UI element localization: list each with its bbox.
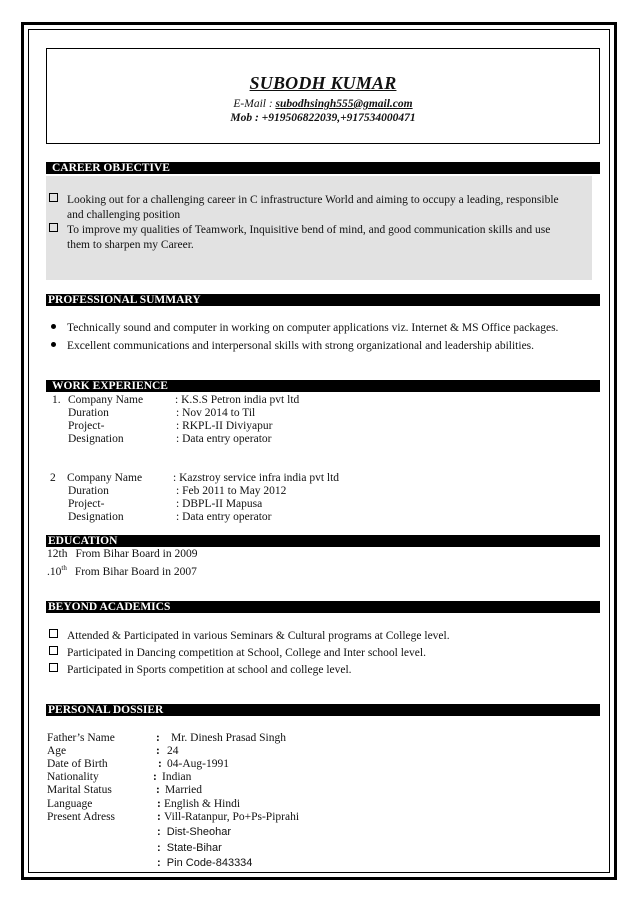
dossier-colon: :	[156, 784, 160, 796]
job-2-value-project: : DBPL-II Mapusa	[176, 498, 263, 510]
bullet-icon	[51, 321, 56, 336]
education-item-2	[47, 561, 197, 580]
job-1-number: 1.	[52, 394, 61, 406]
dossier-value-age: 24	[167, 745, 179, 757]
dossier-colon: :	[157, 798, 161, 810]
dossier-value-nationality: Indian	[162, 771, 192, 783]
job-1-label-company: Company Name	[68, 394, 144, 406]
section-heading-professional-summary	[46, 294, 600, 306]
education-level-suffix: th	[61, 564, 67, 572]
dossier-value-language: English & Hindi	[164, 798, 241, 810]
checkbox-icon	[49, 193, 58, 208]
beyond-academics-title: BEYOND ACADEMICS	[48, 601, 171, 613]
section-heading-personal-dossier	[46, 704, 600, 716]
dossier-value-marital: Married	[165, 784, 203, 796]
candidate-name: SUBODH KUMAR	[249, 73, 397, 93]
mobile-line: Mob : +919506822039,+917534000471	[230, 112, 416, 124]
education-level: .10	[47, 565, 62, 578]
dossier-value-address: Vill-Ratanpur, Po+Ps-Piprahi	[164, 811, 300, 823]
job-2-value-designation: : Data entry operator	[176, 511, 272, 523]
professional-summary-title: PROFESSIONAL SUMMARY	[48, 294, 201, 306]
summary-item-2: Excellent communications and interpersonal skills with strong organizational and leadership abilities.	[67, 340, 535, 352]
summary-item-1: Technically sound and computer in working on computer applications viz. Internet & MS Office packages.	[67, 322, 559, 334]
academics-item-2: Participated in Dancing competition at School, College and Inter school level.	[67, 647, 426, 659]
job-2-number: 2	[50, 472, 56, 484]
academics-item-3: Participated in Sports competition at school and college level.	[67, 664, 352, 676]
dossier-colon: :	[158, 758, 162, 770]
page-border-inner	[28, 29, 610, 873]
section-heading-education	[46, 535, 600, 547]
job-1-value-designation: : Data entry operator	[176, 433, 272, 445]
dossier-label-age: Age	[47, 745, 67, 757]
dossier-colon: :	[157, 857, 161, 869]
email-line	[47, 98, 599, 110]
email-label: E-Mail :	[233, 98, 273, 110]
dossier-value-dob: 04-Aug-1991	[167, 758, 229, 770]
header-box	[46, 48, 600, 144]
bullet-icon	[51, 339, 56, 354]
dossier-colon: :	[156, 732, 160, 744]
education-title: EDUCATION	[48, 535, 118, 547]
address-line-district	[157, 825, 231, 840]
work-experience-title: WORK EXPERIENCE	[52, 380, 168, 392]
personal-dossier-title: PERSONAL DOSSIER	[48, 704, 164, 716]
address-district: Dist-Sheohar	[166, 826, 231, 838]
address-state: State-Bihar	[166, 842, 222, 854]
job-2-label-company: Company Name	[67, 472, 143, 484]
objective-item-1-line1: Looking out for a challenging career in C infrastructure World and aiming to occupy a leading, responsible	[67, 194, 559, 206]
checkbox-icon	[49, 223, 58, 238]
dossier-label-language: Language	[47, 798, 93, 810]
dossier-colon: :	[157, 811, 161, 823]
job-1-label-designation: Designation	[68, 433, 124, 445]
section-heading-work-experience	[46, 380, 600, 392]
objective-item-2-line1: To improve my qualities of Teamwork, Inquisitive bend of mind, and good communication skills and use	[67, 224, 551, 236]
education-detail: From Bihar Board in 2007	[74, 565, 197, 578]
job-1-label-duration: Duration	[68, 407, 109, 419]
dossier-label-marital: Marital Status	[47, 784, 112, 796]
section-heading-career-objective	[46, 162, 600, 174]
dossier-label-father: Father’s Name	[47, 732, 115, 744]
dossier-colon: :	[157, 842, 161, 854]
job-2-label-project: Project-	[68, 498, 105, 510]
address-line-state	[157, 841, 222, 856]
career-objective-title: CAREER OBJECTIVE	[52, 162, 170, 174]
dossier-colon: :	[156, 745, 160, 757]
job-1-label-project: Project-	[68, 420, 105, 432]
job-2-value-duration: : Feb 2011 to May 2012	[176, 485, 287, 497]
dossier-label-address: Present Adress	[47, 811, 116, 823]
dossier-label-nationality: Nationality	[47, 771, 99, 783]
academics-item-1: Attended & Participated in various Seminars & Cultural programs at College level.	[67, 630, 450, 642]
job-2-value-company: : Kazstroy service infra india pvt ltd	[173, 472, 340, 484]
objective-item-1-line2: and challenging position	[67, 209, 181, 221]
job-1-value-duration: : Nov 2014 to Til	[176, 407, 256, 419]
job-2-label-designation: Designation	[68, 511, 124, 523]
section-heading-beyond-academics	[46, 601, 600, 613]
job-1-value-project: : RKPL-II Diviyapur	[176, 420, 273, 432]
education-item-1	[47, 547, 197, 562]
objective-item-2-line2: them to sharpen my Career.	[67, 239, 194, 251]
job-2-label-duration: Duration	[68, 485, 109, 497]
dossier-value-father: Mr. Dinesh Prasad Singh	[171, 732, 286, 744]
checkbox-icon	[49, 629, 58, 644]
email-address[interactable]: subodhsingh555@gmail.com	[275, 98, 413, 110]
address-pincode: Pin Code-843334	[166, 857, 253, 869]
education-detail: From Bihar Board in 2009	[75, 548, 198, 560]
dossier-colon: :	[153, 771, 157, 783]
dossier-label-dob: Date of Birth	[47, 758, 108, 770]
job-1-value-company: : K.S.S Petron india pvt ltd	[175, 394, 300, 406]
checkbox-icon	[49, 663, 58, 678]
checkbox-icon	[49, 646, 58, 661]
education-level: 12th	[47, 548, 68, 560]
address-line-pincode	[157, 856, 252, 871]
dossier-colon: :	[157, 826, 161, 838]
